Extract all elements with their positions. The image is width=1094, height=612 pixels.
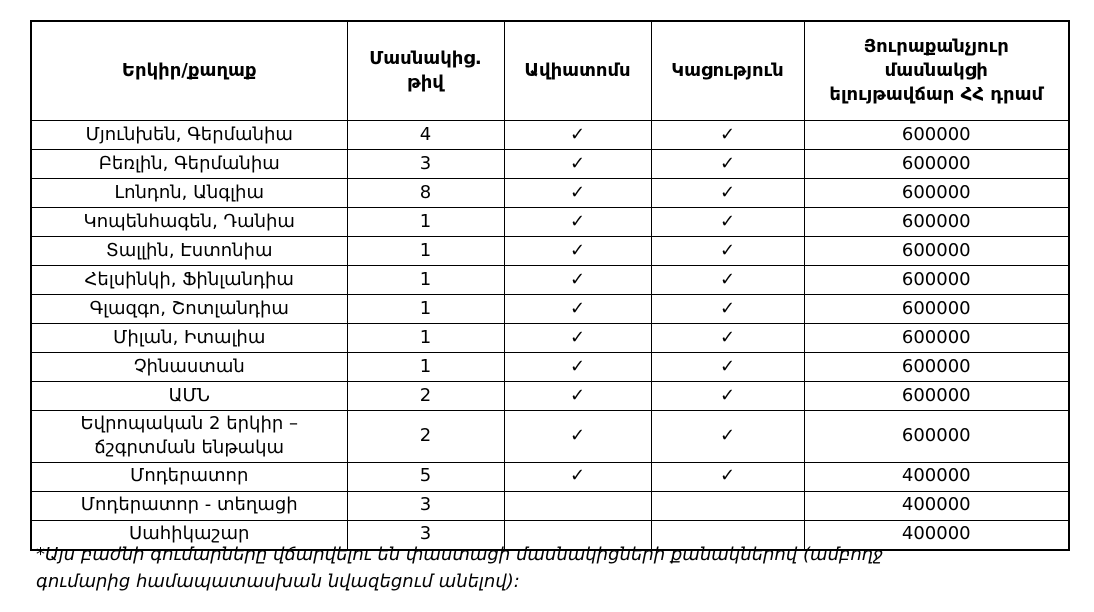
cell-country: ԱՄՆ bbox=[31, 382, 347, 411]
table-row bbox=[31, 411, 1069, 463]
table-row bbox=[31, 462, 1069, 491]
table-row bbox=[31, 295, 1069, 324]
table-row bbox=[31, 237, 1069, 266]
cell-country: Գլազգո, Շոտլանդիա bbox=[31, 295, 347, 324]
cell-air-ticket-checkmark: ✓ bbox=[504, 324, 651, 353]
cell-country: Մոդերատոր bbox=[31, 462, 347, 491]
col-header-air-ticket-label: Ավիատոմս bbox=[524, 59, 631, 81]
cell-country: Բեռլին, Գերմանիա bbox=[31, 150, 347, 179]
cell-accommodation-checkmark: ✓ bbox=[651, 295, 804, 324]
cell-accommodation-checkmark: ✓ bbox=[651, 150, 804, 179]
cell-air-ticket-checkmark: ✓ bbox=[504, 411, 651, 463]
table-row bbox=[31, 491, 1069, 520]
cell-accommodation-checkmark: ✓ bbox=[651, 411, 804, 463]
table-row bbox=[31, 353, 1069, 382]
cell-air-ticket-checkmark: ✓ bbox=[504, 179, 651, 208]
col-header-accommodation bbox=[651, 21, 804, 121]
cell-fee: 400000 bbox=[804, 491, 1069, 520]
cell-fee: 600000 bbox=[804, 382, 1069, 411]
col-header-accommodation-label: Կացություն bbox=[671, 59, 784, 81]
cell-participant-count: 1 bbox=[347, 266, 504, 295]
cell-fee: 600000 bbox=[804, 324, 1069, 353]
cell-air-ticket-checkmark: ✓ bbox=[504, 462, 651, 491]
cell-country: Հելսինկի, Ֆինլանդիա bbox=[31, 266, 347, 295]
cell-country: Լոնդոն, Անգլիա bbox=[31, 179, 347, 208]
table-body bbox=[31, 121, 1069, 550]
col-header-air-ticket bbox=[504, 21, 651, 121]
cell-fee: 600000 bbox=[804, 353, 1069, 382]
cell-accommodation-checkmark bbox=[651, 491, 804, 520]
cell-country: Չինաստան bbox=[31, 353, 347, 382]
col-header-fee bbox=[804, 21, 1069, 121]
cell-country: Մյունխեն, Գերմանիա bbox=[31, 121, 347, 150]
cell-participant-count: 1 bbox=[347, 295, 504, 324]
cell-accommodation-checkmark: ✓ bbox=[651, 179, 804, 208]
col-header-participant-count-label: Մասնակից. թիվ bbox=[369, 47, 482, 93]
col-header-country bbox=[31, 21, 347, 121]
cell-fee: 600000 bbox=[804, 179, 1069, 208]
cell-fee: 400000 bbox=[804, 462, 1069, 491]
cell-air-ticket-checkmark bbox=[504, 491, 651, 520]
cell-accommodation-checkmark: ✓ bbox=[651, 208, 804, 237]
table-row bbox=[31, 150, 1069, 179]
cell-participant-count: 1 bbox=[347, 208, 504, 237]
cell-fee: 600000 bbox=[804, 237, 1069, 266]
col-header-country-label: Երկիր/քաղաք bbox=[121, 59, 257, 81]
cell-participant-count: 1 bbox=[347, 353, 504, 382]
cell-participant-count: 3 bbox=[347, 491, 504, 520]
table-row bbox=[31, 121, 1069, 150]
cell-fee: 600000 bbox=[804, 295, 1069, 324]
cell-accommodation-checkmark: ✓ bbox=[651, 324, 804, 353]
cell-participant-count: 1 bbox=[347, 237, 504, 266]
cell-accommodation-checkmark: ✓ bbox=[651, 266, 804, 295]
cell-fee: 600000 bbox=[804, 121, 1069, 150]
cell-country: Սահիկաշար bbox=[31, 520, 347, 550]
cell-accommodation-checkmark: ✓ bbox=[651, 121, 804, 150]
table-row bbox=[31, 324, 1069, 353]
cell-country: Մոդերատոր - տեղացի bbox=[31, 491, 347, 520]
table-row bbox=[31, 382, 1069, 411]
cell-fee: 600000 bbox=[804, 266, 1069, 295]
cell-air-ticket-checkmark: ✓ bbox=[504, 353, 651, 382]
cell-air-ticket-checkmark: ✓ bbox=[504, 266, 651, 295]
cell-participant-count: 1 bbox=[347, 324, 504, 353]
table-head bbox=[31, 21, 1069, 121]
cell-participant-count: 2 bbox=[347, 382, 504, 411]
table-row bbox=[31, 179, 1069, 208]
cell-participant-count: 3 bbox=[347, 150, 504, 179]
table-header-row bbox=[31, 21, 1069, 121]
cell-air-ticket-checkmark: ✓ bbox=[504, 382, 651, 411]
cell-participant-count: 2 bbox=[347, 411, 504, 463]
participants-fee-table bbox=[30, 20, 1070, 551]
col-header-participant-count bbox=[347, 21, 504, 121]
cell-accommodation-checkmark: ✓ bbox=[651, 382, 804, 411]
cell-air-ticket-checkmark: ✓ bbox=[504, 295, 651, 324]
cell-participant-count: 8 bbox=[347, 179, 504, 208]
cell-fee: 600000 bbox=[804, 150, 1069, 179]
cell-fee: 600000 bbox=[804, 208, 1069, 237]
table-row bbox=[31, 208, 1069, 237]
cell-air-ticket-checkmark: ✓ bbox=[504, 208, 651, 237]
cell-country: Տալլին, Էստոնիա bbox=[31, 237, 347, 266]
cell-air-ticket-checkmark: ✓ bbox=[504, 237, 651, 266]
cell-fee: 600000 bbox=[804, 411, 1069, 463]
col-header-fee-label: Յուրաքանչյուր մասնակցի ելույթավճար ՀՀ դրամ bbox=[829, 35, 1044, 106]
cell-accommodation-checkmark: ✓ bbox=[651, 462, 804, 491]
cell-country: Միլան, Իտալիա bbox=[31, 324, 347, 353]
cell-participant-count: 5 bbox=[347, 462, 504, 491]
footnote: *Այս բաժնի գումարները վճարվելու են փաստացի մասնակիցների քանակներով (ամբողջ գումարից համապատասխան նվազեցում անելով): bbox=[36, 544, 884, 592]
cell-fee: 400000 bbox=[804, 520, 1069, 550]
cell-country: Կոպենհագեն, Դանիա bbox=[31, 208, 347, 237]
cell-participant-count: 4 bbox=[347, 121, 504, 150]
cell-participant-count: 3 bbox=[347, 520, 504, 550]
cell-accommodation-checkmark: ✓ bbox=[651, 353, 804, 382]
cell-air-ticket-checkmark: ✓ bbox=[504, 121, 651, 150]
table-row bbox=[31, 266, 1069, 295]
cell-country: Եվրոպական 2 երկիր – ճշգրտման ենթակա bbox=[31, 411, 347, 463]
cell-air-ticket-checkmark: ✓ bbox=[504, 150, 651, 179]
cell-accommodation-checkmark: ✓ bbox=[651, 237, 804, 266]
